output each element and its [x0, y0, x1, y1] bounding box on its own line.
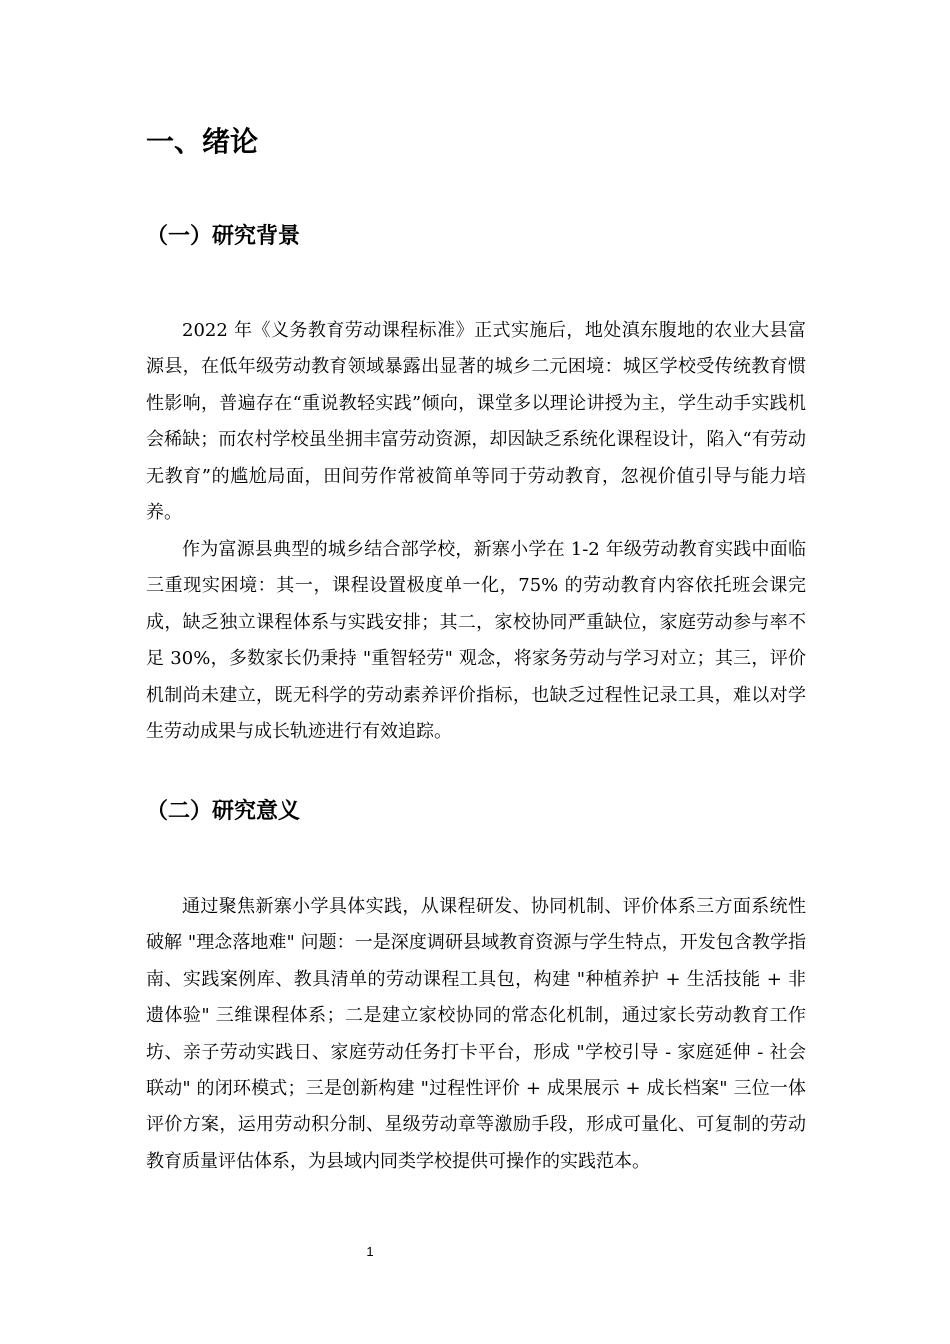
paragraph-background-1: 2022 年《义务教育劳动课程标准》正式实施后，地处滇东腹地的农业大县富源县，在低年级劳动教育领域暴露出显著的城乡二元困境：城区学校受传统教育惯性影响，普遍存在“重说教轻实践”倾向，课堂多以理论讲授为主，学生动手实践机会稀缺；而农村学校虽坐拥丰富劳动资源，却因缺乏系统化课程设计，陷入“有劳动无教育”的尴尬局面，田间劳作常被简单等同于劳动教育，忽视价值引导与能力培养。 [146, 320, 806, 524]
section-heading-background: （一）研究背景 [146, 224, 301, 249]
page-number: 1 [366, 1244, 374, 1259]
paragraph-background-2: 作为富源县典型的城乡结合部学校，新寨小学在 1-2 年级劳动教育实践中面临三重现实困境：其一，课程设置极度单一化，75% 的劳动教育内容依托班会课完成，缺乏独立课程体系与实践安排；其二，家校协同严重缺位，家庭劳动参与率不足 30%，多数家长仍秉持 "重智轻劳" 观念，将家务劳动与学习对立；其三，评价机制尚未建立，既无科学的劳动素养评价指标，也缺乏过程性记录工具，难以对学生劳动成果与成长轨迹进行有效追踪。 [146, 539, 806, 743]
paragraph-significance-1: 通过聚焦新寨小学具体实践，从课程研发、协同机制、评价体系三方面系统性破解 "理念落地难" 问题：一是深度调研县域教育资源与学生特点，开发包含教学指南、实践案例库、教具清单的劳动课程工具包，构建 "种植养护 + 生活技能 + 非遗体验" 三维课程体系；二是建立家校协同的常态化机制，通过家长劳动教育工作坊、亲子劳动实践日、家庭劳动任务打卡平台，形成 "学校引导 - 家庭延伸 - 社会联动" 的闭环模式；三是创新构建 "过程性评价 + 成果展示 + 成长档案" 三位一体评价方案，运用劳动积分制、星级劳动章等激励手段，形成可量化、可复制的劳动教育质量评估体系，为县域内同类学校提供可操作的实践范本。 [146, 896, 806, 1172]
chapter-title: 一、绪论 [146, 125, 259, 158]
section-heading-significance: （二）研究意义 [146, 799, 301, 824]
